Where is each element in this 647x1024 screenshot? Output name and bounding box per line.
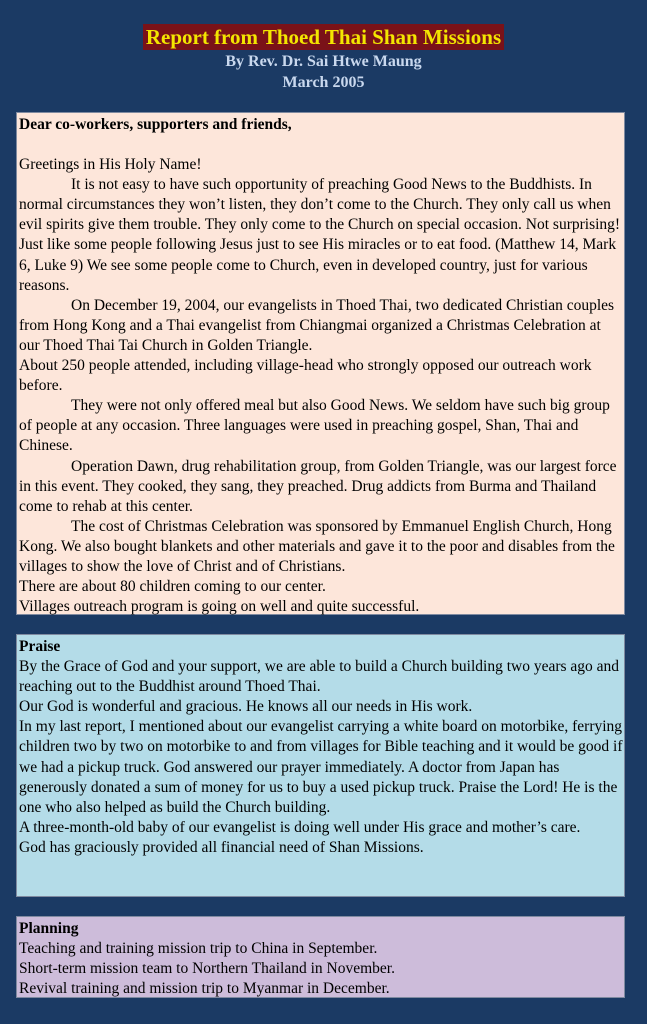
salutation: Dear co-workers, supporters and friends, [19, 116, 292, 133]
report-author: By Rev. Dr. Sai Htwe Maung [225, 53, 422, 70]
greeting: Greetings in His Holy Name! [19, 156, 202, 174]
report-date: March 2005 [282, 74, 365, 91]
report-title: Report from Thoed Thai Shan Missions [143, 24, 504, 50]
planning-section [16, 916, 625, 998]
intro-paragraph-4: They were not only offered meal but also Good News. We seldom have such big group of people at any occasion. Three languages were used in preaching gospel, Shan, Thai and Chinese. [19, 397, 610, 455]
praise-section [16, 634, 625, 897]
intro-paragraph-2: On December 19, 2004, our evangelists in Thoed Thai, two dedicated Christian couples from Hong Kong and a Thai evangelist from Chiangmai organized a Christmas Celebration at our Thoed Thai Tai Church in Golden Triangle. [19, 296, 615, 354]
intro-paragraph-1: It is not easy to have such opportunity of preaching Good News to the Buddhists. In normal circumstances they won’t listen, they don’t come to the Church. They only call us when evil spirits give them trouble. They only come to the Church on special occasion. Not surprising! Just like some people following Jesus just to see His miracles or to eat food. (Matthew 14, Mark 6, Luke 9) We see some people come to Church, even in developed country, just for various reasons. [19, 176, 621, 294]
planning-item: Teaching and training mission trip to China in September. [19, 940, 378, 958]
praise-heading: Praise [19, 638, 61, 655]
praise-item: A three-month-old baby of our evangelist is doing well under His grace and mother’s care. [19, 818, 581, 836]
intro-paragraph-5: Operation Dawn, drug rehabilitation group, from Golden Triangle, was our largest force in this event. They cooked, they sang, they preached. Drug addicts from Burma and Thailand come to rehab at this center. [19, 457, 617, 515]
praise-item: Our God is wonderful and gracious. He knows all our needs in His work. [19, 698, 473, 716]
praise-item: By the Grace of God and your support, we are able to build a Church building two years ago and reaching out to the Buddhist around Thoed Thai. [19, 658, 620, 696]
praise-item: In my last report, I mentioned about our evangelist carrying a white board on motorbike, ferrying children two by two on motorbike to and from villages for Bible teaching and it would be good if we had a pickup truck. God answered our prayer immediately. A doctor from Japan has generously donated a sum of money for us to buy a used pickup truck. Praise the Lord! He is the one who also helped as build the Church building. [19, 718, 623, 816]
planning-heading: Planning [19, 920, 79, 937]
planning-item: Short-term mission team to Northern Thailand in November. [19, 960, 395, 978]
planning-item: Revival training and mission trip to Myanmar in December. [19, 980, 390, 998]
intro-section [16, 112, 625, 615]
spacer [19, 135, 623, 155]
praise-item: God has graciously provided all financial need of Shan Missions. [19, 838, 424, 856]
report-header [0, 24, 647, 92]
intro-paragraph-6: The cost of Christmas Celebration was sponsored by Emmanuel English Church, Hong Kong. We also bought blankets and other materials and gave it to the poor and disables from the villages to show the love of Christ and of Christians. [19, 517, 615, 575]
intro-paragraph-7: There are about 80 children coming to our center. [19, 578, 326, 596]
intro-paragraph-8: Villages outreach program is going on well and quite successful. [19, 598, 420, 616]
intro-paragraph-3: About 250 people attended, including village-head who strongly opposed our outreach work before. [19, 357, 592, 395]
